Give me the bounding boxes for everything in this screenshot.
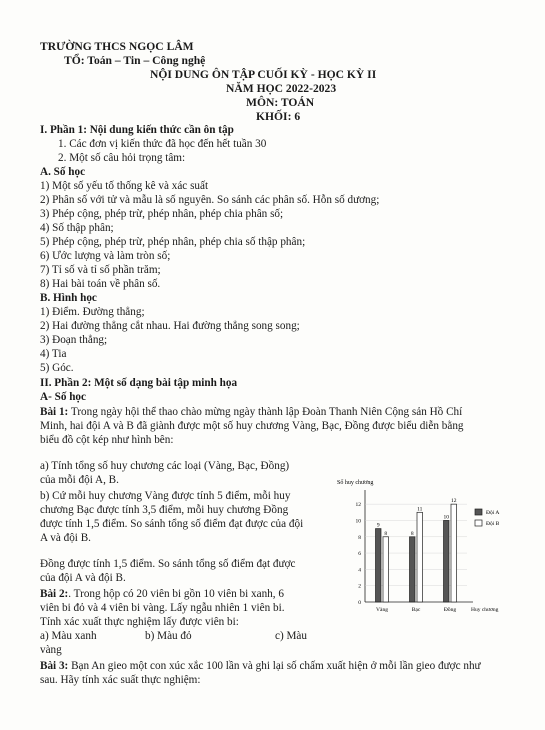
subject: MÔN: TOÁN — [246, 96, 315, 109]
y-tick-label: 10 — [355, 518, 361, 525]
geometry-item: 1) Điểm. Đường thẳng; — [40, 306, 145, 318]
geometry-item: 5) Góc. — [40, 362, 74, 374]
x-tick-label: Đồng — [443, 607, 457, 613]
bar-value-label: 8 — [384, 530, 388, 537]
y-tick-label: 2 — [358, 583, 361, 590]
algebra-item: 4) Số thập phân; — [40, 222, 114, 234]
bar-team-a — [376, 529, 382, 602]
y-tick-label: 6 — [358, 551, 361, 558]
bai1-b-line3: được tính 1,5 điểm. So sánh tổng số điểm đạt được của đội — [40, 518, 304, 530]
bai1-c-line2: của đội A và đội B. — [40, 572, 126, 584]
bai1-c-line1: Đồng được tính 1,5 điểm. So sánh tổng số điểm đạt được — [40, 558, 296, 570]
bai1-line1: Bài 1: Trong ngày hội thể thao chào mừng ngày thành lập Đoàn Thanh Niên Cộng sản Hồ Chí — [40, 406, 463, 418]
bai1-b-line4: A và đội B. — [40, 532, 91, 544]
y-tick-label: 4 — [358, 567, 361, 574]
bar-team-a — [444, 520, 450, 602]
bai1-label: Bài 1: — [40, 406, 69, 418]
bai1-a-line2: của mỗi đội A, B. — [40, 474, 119, 486]
bai2-label: Bài 2: — [40, 588, 69, 600]
bai2-line2: viên bi đỏ và 4 viên bi vàng. Lấy ngẫu nhiên 1 viên bi. — [40, 602, 285, 614]
bai1-b-line1: b) Cứ mỗi huy chương Vàng được tính 5 điểm, mỗi huy — [40, 490, 291, 502]
y-axis-label: Số huy chương — [337, 480, 374, 486]
bar-value-label: 8 — [410, 530, 414, 537]
part2-sub: A- Số học — [40, 391, 86, 403]
legend-label: Đội A — [486, 510, 500, 516]
geometry-item: 3) Đoạn thẳng; — [40, 334, 108, 346]
bar-value-label: 9 — [376, 522, 380, 529]
bai1-b-line2: chương Bạc được tính 3,5 điểm, mỗi huy chương Đồng — [40, 504, 289, 516]
legend-swatch — [475, 509, 482, 515]
bar-value-label: 12 — [451, 498, 457, 505]
bai2-option-c-cont: vàng — [40, 644, 62, 656]
algebra-item: 2) Phân số với tử và mẫu là số nguyên. So sánh các phân số. Hỗn số dương; — [40, 194, 380, 206]
x-tick-label: Bạc — [411, 607, 421, 613]
bar-team-a — [410, 537, 416, 602]
legend-swatch — [475, 520, 482, 526]
department: TỔ: Toán – Tin – Công nghệ — [64, 54, 206, 67]
geometry-item: 4) Tia — [40, 348, 67, 360]
legend-label: Đội B — [486, 521, 500, 527]
part1-heading: I. Phần 1: Nội dung kiến thức cần ôn tập — [40, 124, 234, 136]
bar-value-label: 10 — [443, 514, 449, 521]
school-name: TRƯỜNG THCS NGỌC LÂM — [40, 40, 194, 53]
algebra-item: 8) Hai bài toán về phân số. — [40, 278, 161, 290]
bar-team-b — [417, 512, 423, 602]
bai2-line3: Tính xác xuất thực nghiệm lấy được viên bi: — [40, 616, 239, 628]
bai3-line1: Bài 3: Bạn An gieo một con xúc xắc 100 lần và ghi lại số chấm xuất hiện ở mỗi lần gieo được như — [40, 660, 481, 672]
algebra-item: 5) Phép cộng, phép trừ, phép nhân, phép chia số thập phân; — [40, 236, 306, 248]
bai1-line3: biểu đồ cột kép như hình bên: — [40, 434, 174, 446]
geometry-heading: B. Hình học — [40, 292, 97, 304]
bai1-line2: Minh, hai đội A và B đã giành được một số huy chương Vàng, Bạc, Đồng được biểu diễn bằng — [40, 420, 464, 432]
algebra-heading: A. Số học — [40, 166, 86, 178]
algebra-item: 1) Một số yếu tố thống kê và xác suất — [40, 180, 209, 192]
algebra-item: 3) Phép cộng, phép trừ, phép nhân, phép chia phân số; — [40, 208, 284, 220]
school-year: NĂM HỌC 2022-2023 — [226, 82, 337, 95]
x-axis-label: Huy chương — [471, 607, 499, 613]
bai2-option-b: b) Màu đỏ — [145, 630, 192, 642]
grade: KHỐI: 6 — [256, 110, 301, 123]
bar-team-b — [451, 504, 457, 602]
y-tick-label: 12 — [355, 502, 361, 509]
bai2-option-a: a) Màu xanh — [40, 630, 97, 642]
algebra-item: 7) Tỉ số và tỉ số phần trăm; — [40, 264, 161, 276]
part1-item-1: 1. Các đơn vị kiến thức đã học đến hết tuần 30 — [58, 138, 267, 150]
doc-title: NỘI DUNG ÔN TẬP CUỐI KỲ - HỌC KỲ II — [150, 68, 377, 81]
bai3-line2: sau. Hãy tính xác suất thực nghiệm: — [40, 674, 201, 686]
geometry-item: 2) Hai đường thẳng cắt nhau. Hai đường thẳng song song; — [40, 320, 300, 332]
part1-item-2: 2. Một số câu hỏi trọng tâm: — [58, 152, 186, 164]
bai2-line1: Bài 2:. Trong hộp có 20 viên bi gồn 10 viên bi xanh, 6 — [40, 588, 284, 600]
bai3-label: Bài 3: — [40, 660, 69, 672]
algebra-item: 6) Ước lượng và làm tròn số; — [40, 250, 171, 262]
bai1-a-line1: a) Tính tổng số huy chương các loại (Vàng, Bạc, Đồng) — [40, 460, 290, 472]
bai2-option-c: c) Màu — [275, 630, 307, 642]
y-tick-label: 8 — [358, 534, 361, 541]
y-tick-label: 0 — [358, 600, 361, 606]
x-tick-label: Vàng — [376, 607, 388, 613]
medal-bar-chart — [335, 478, 525, 640]
bar-team-b — [383, 537, 389, 602]
bar-value-label: 11 — [417, 506, 423, 513]
part2-heading: II. Phần 2: Một số dạng bài tập minh họa — [40, 377, 238, 389]
